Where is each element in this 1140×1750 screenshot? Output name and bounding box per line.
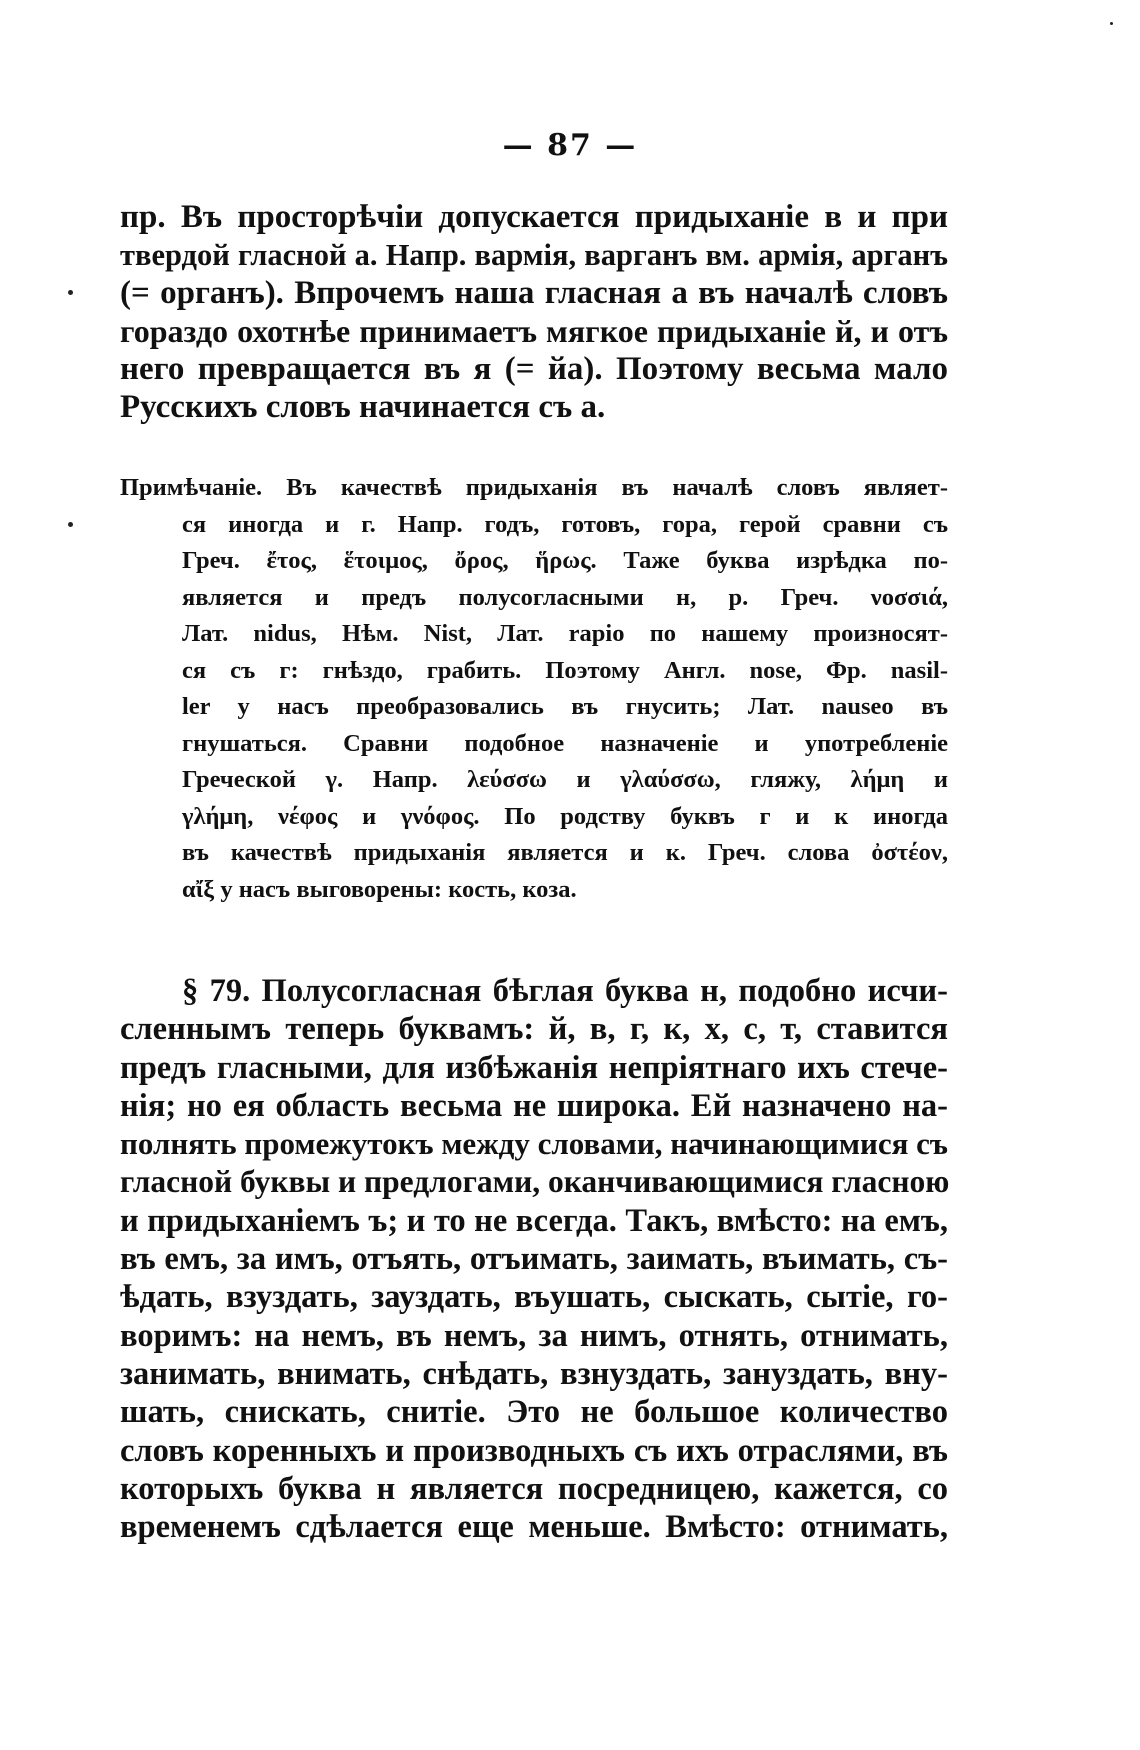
note-line: Греч. ἔτος, ἕτοιμος, ὄρος, ἥρως. Таже буква изрѣдка по- <box>182 547 948 574</box>
text-line: шать, снискать, снитіе. Это не большое количество <box>120 1394 948 1431</box>
text-line: предъ гласными, для избѣжанія непріятнаго ихъ стече- <box>120 1049 948 1086</box>
text-line: занимать, внимать, снѣдать, взнуздать, зануздать, вну- <box>120 1355 948 1392</box>
note-line: въ качествѣ придыханія является и к. Греч. слова ὀστέον, <box>182 839 948 866</box>
paragraph-1 <box>120 198 948 426</box>
scan-speck <box>68 290 73 295</box>
text-line: гораздо охотнѣе принимаетъ мягкое придыханіе й, и отъ <box>120 313 948 349</box>
text-line: которыхъ буква н является посредницею, кажется, со <box>120 1470 948 1507</box>
text-line: пр. Въ просторѣчіи допускается придыханіе в и при <box>120 199 948 235</box>
note-line: является и предъ полусогласными н, р. Греч. νοσσιά, <box>182 583 948 611</box>
note-line: ler у насъ преобразовались въ гнусить; Лат. nauseo въ <box>182 693 948 720</box>
page-number: — 87 — <box>502 128 638 163</box>
note-line: Греческой γ. Напр. λεύσσω и γλαύσσω, гляжу, λήμη и <box>182 766 948 793</box>
text-line: воримъ: на немъ, въ немъ, за нимъ, отнять, отнимать, <box>120 1317 948 1354</box>
text-line: (= органъ). Впрочемъ наша гласная а въ началѣ словъ <box>120 275 948 311</box>
text-line: гласной буквы и предлогами, оканчивающимися гласною <box>120 1164 950 1200</box>
text-line: Русскихъ словъ начинается съ а. <box>120 389 606 425</box>
note-line: Примѣчаніе. Въ качествѣ придыханія въ началѣ словъ являет- <box>120 474 948 501</box>
scan-speck <box>1110 22 1113 25</box>
text-line: сленнымъ теперь буквамъ: й, в, г, к, х, с, т, ставится <box>120 1011 948 1048</box>
note-line: γλήμη, νέφος и γνόφος. По родству буквъ г и к иногда <box>182 802 948 830</box>
text-line: временемъ сдѣлается еще меньше. Вмѣсто: отнимать, <box>120 1509 948 1546</box>
footnote-remark <box>120 470 948 908</box>
note-line: гнушаться. Сравни подобное назначеніе и употребленіе <box>182 729 948 757</box>
text-line: нія; но ея область весьма не широка. Ей назначено на- <box>120 1087 948 1124</box>
section-79-paragraph <box>120 972 948 1546</box>
text-line: словъ коренныхъ и производныхъ съ ихъ отраслями, въ <box>120 1432 948 1469</box>
note-line: ся съ г: гнѣздо, грабить. Поэтому Англ. nose, Фр. nasil- <box>182 656 948 684</box>
note-line: ся иногда и г. Напр. годъ, готовъ, гора, герой сравни съ <box>182 510 948 538</box>
note-line: αἴξ у насъ выговорены: кость, коза. <box>182 875 577 903</box>
text-line: полнять промежутокъ между словами, начинающимися съ <box>120 1126 948 1162</box>
text-line: въ емъ, за имъ, отъять, отъимать, заимать, въимать, съ- <box>120 1241 948 1278</box>
note-line: Лат. nidus, Нѣм. Nist, Лат. rapio по нашему произносят- <box>182 620 948 647</box>
text-line: ѣдать, взуздать, зауздать, въушать, сыскать, сытіе, го- <box>120 1279 948 1316</box>
text-line: § 79. Полусогласная бѣглая буква н, подобно исчи- <box>182 973 948 1009</box>
scan-speck <box>68 522 73 527</box>
text-line: твердой гласной а. Напр. вармія, варганъ вм. армія, арганъ <box>120 238 948 272</box>
text-line: и придыханіемъ ъ; и то не всегда. Такъ, вмѣсто: на емъ, <box>120 1202 948 1239</box>
text-line: него превращается въ я (= йа). Поэтому весьма мало <box>120 351 948 387</box>
